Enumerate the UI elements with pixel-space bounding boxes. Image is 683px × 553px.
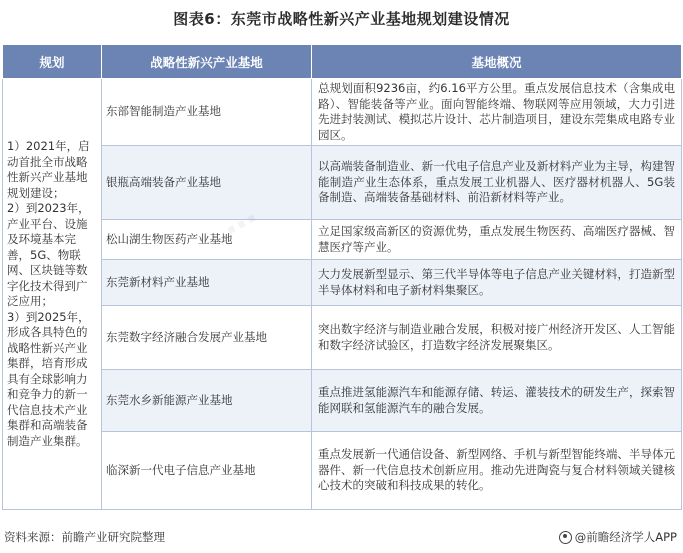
brand-logo-icon xyxy=(559,531,572,544)
base-overview: 重点推进氢能源汽车和能源存储、转运、灌装技术的研发生产，探索智能网联和氢能源汽车的融合发展。 xyxy=(312,370,682,432)
table-row xyxy=(3,146,682,220)
base-name: 东莞数字经济融合发展产业基地 xyxy=(102,306,312,370)
table-row xyxy=(3,79,682,146)
table-row xyxy=(3,220,682,260)
table-header-row xyxy=(3,45,682,79)
table-row xyxy=(3,432,682,510)
base-name: 东莞新材料产业基地 xyxy=(102,260,312,306)
plan-cell xyxy=(3,79,102,510)
base-name: 松山湖生物医药产业基地 xyxy=(102,220,312,260)
base-overview: 大力发展新型显示、第三代半导体等电子信息产业关键材料，打造新型半导体材料和电子新材料集聚区。 xyxy=(312,260,682,306)
base-overview: 重点发展新一代通信设备、新型网络、手机与新型智能终端、半导体元器件、新一代信息技术创新应用。推动先进陶瓷与复合材料领域关键核心技术的突破和科技成果的转化。 xyxy=(312,432,682,510)
header-base: 战略性新兴产业基地 xyxy=(102,45,312,79)
header-plan: 规划 xyxy=(3,45,102,79)
base-overview: 以高端装备制造业、新一代电子信息产业及新材料产业为主导，构建智能制造产业生态体系，重点发展工业机器人、医疗器材机器人、5G装备制造、高端装备基础材料、前沿新材料等产业。 xyxy=(312,146,682,220)
chart-title: 图表6：东莞市战略性新兴产业基地规划建设情况 xyxy=(173,10,510,28)
source-note: 资料来源：前瞻产业研究院整理 xyxy=(4,530,165,544)
base-table xyxy=(2,44,682,510)
brand-text: @前瞻经济学人APP xyxy=(574,530,677,544)
header-overview: 基地概况 xyxy=(312,45,682,79)
base-name: 银瓶高端装备产业基地 xyxy=(102,146,312,220)
base-overview: 总规划面积9236亩，约6.16平方公里。重点发展信息技术（含集成电路）、智能装备等产业。面向智能终端、物联网等应用领域，大力引进先进封装测试、模拟芯片设计、芯片制造项目，建设东莞集成电路专业园区。 xyxy=(312,79,682,146)
plan-text: 1）2021年，启动首批全市战略性新兴产业基地规划建设； 2）到2023年，产业平台、设施及环境基本完善，5G、物联网、区块链等数字化技术得到广泛应用； 3）到2025年，形成各具特色的战略性新兴产业集群，培育形成具有全球影响力和竞争力的新一代信息技术产业集群和高端装备制造产业集群。 xyxy=(7,139,90,448)
brand-mark xyxy=(559,529,677,545)
base-overview: 突出数字经济与制造业融合发展，积极对接广州经济开发区、人工智能和数字经济试验区，打造数字经济发展聚集区。 xyxy=(312,306,682,370)
table-row xyxy=(3,260,682,306)
table-row xyxy=(3,306,682,370)
base-overview: 立足国家级高新区的资源优势，重点发展生物医药、高端医疗器械、智慧医疗等产业。 xyxy=(312,220,682,260)
footer xyxy=(0,527,683,547)
base-name: 东莞水乡新能源产业基地 xyxy=(102,370,312,432)
table-row xyxy=(3,370,682,432)
base-name: 东部智能制造产业基地 xyxy=(102,79,312,146)
base-name: 临深新一代电子信息产业基地 xyxy=(102,432,312,510)
